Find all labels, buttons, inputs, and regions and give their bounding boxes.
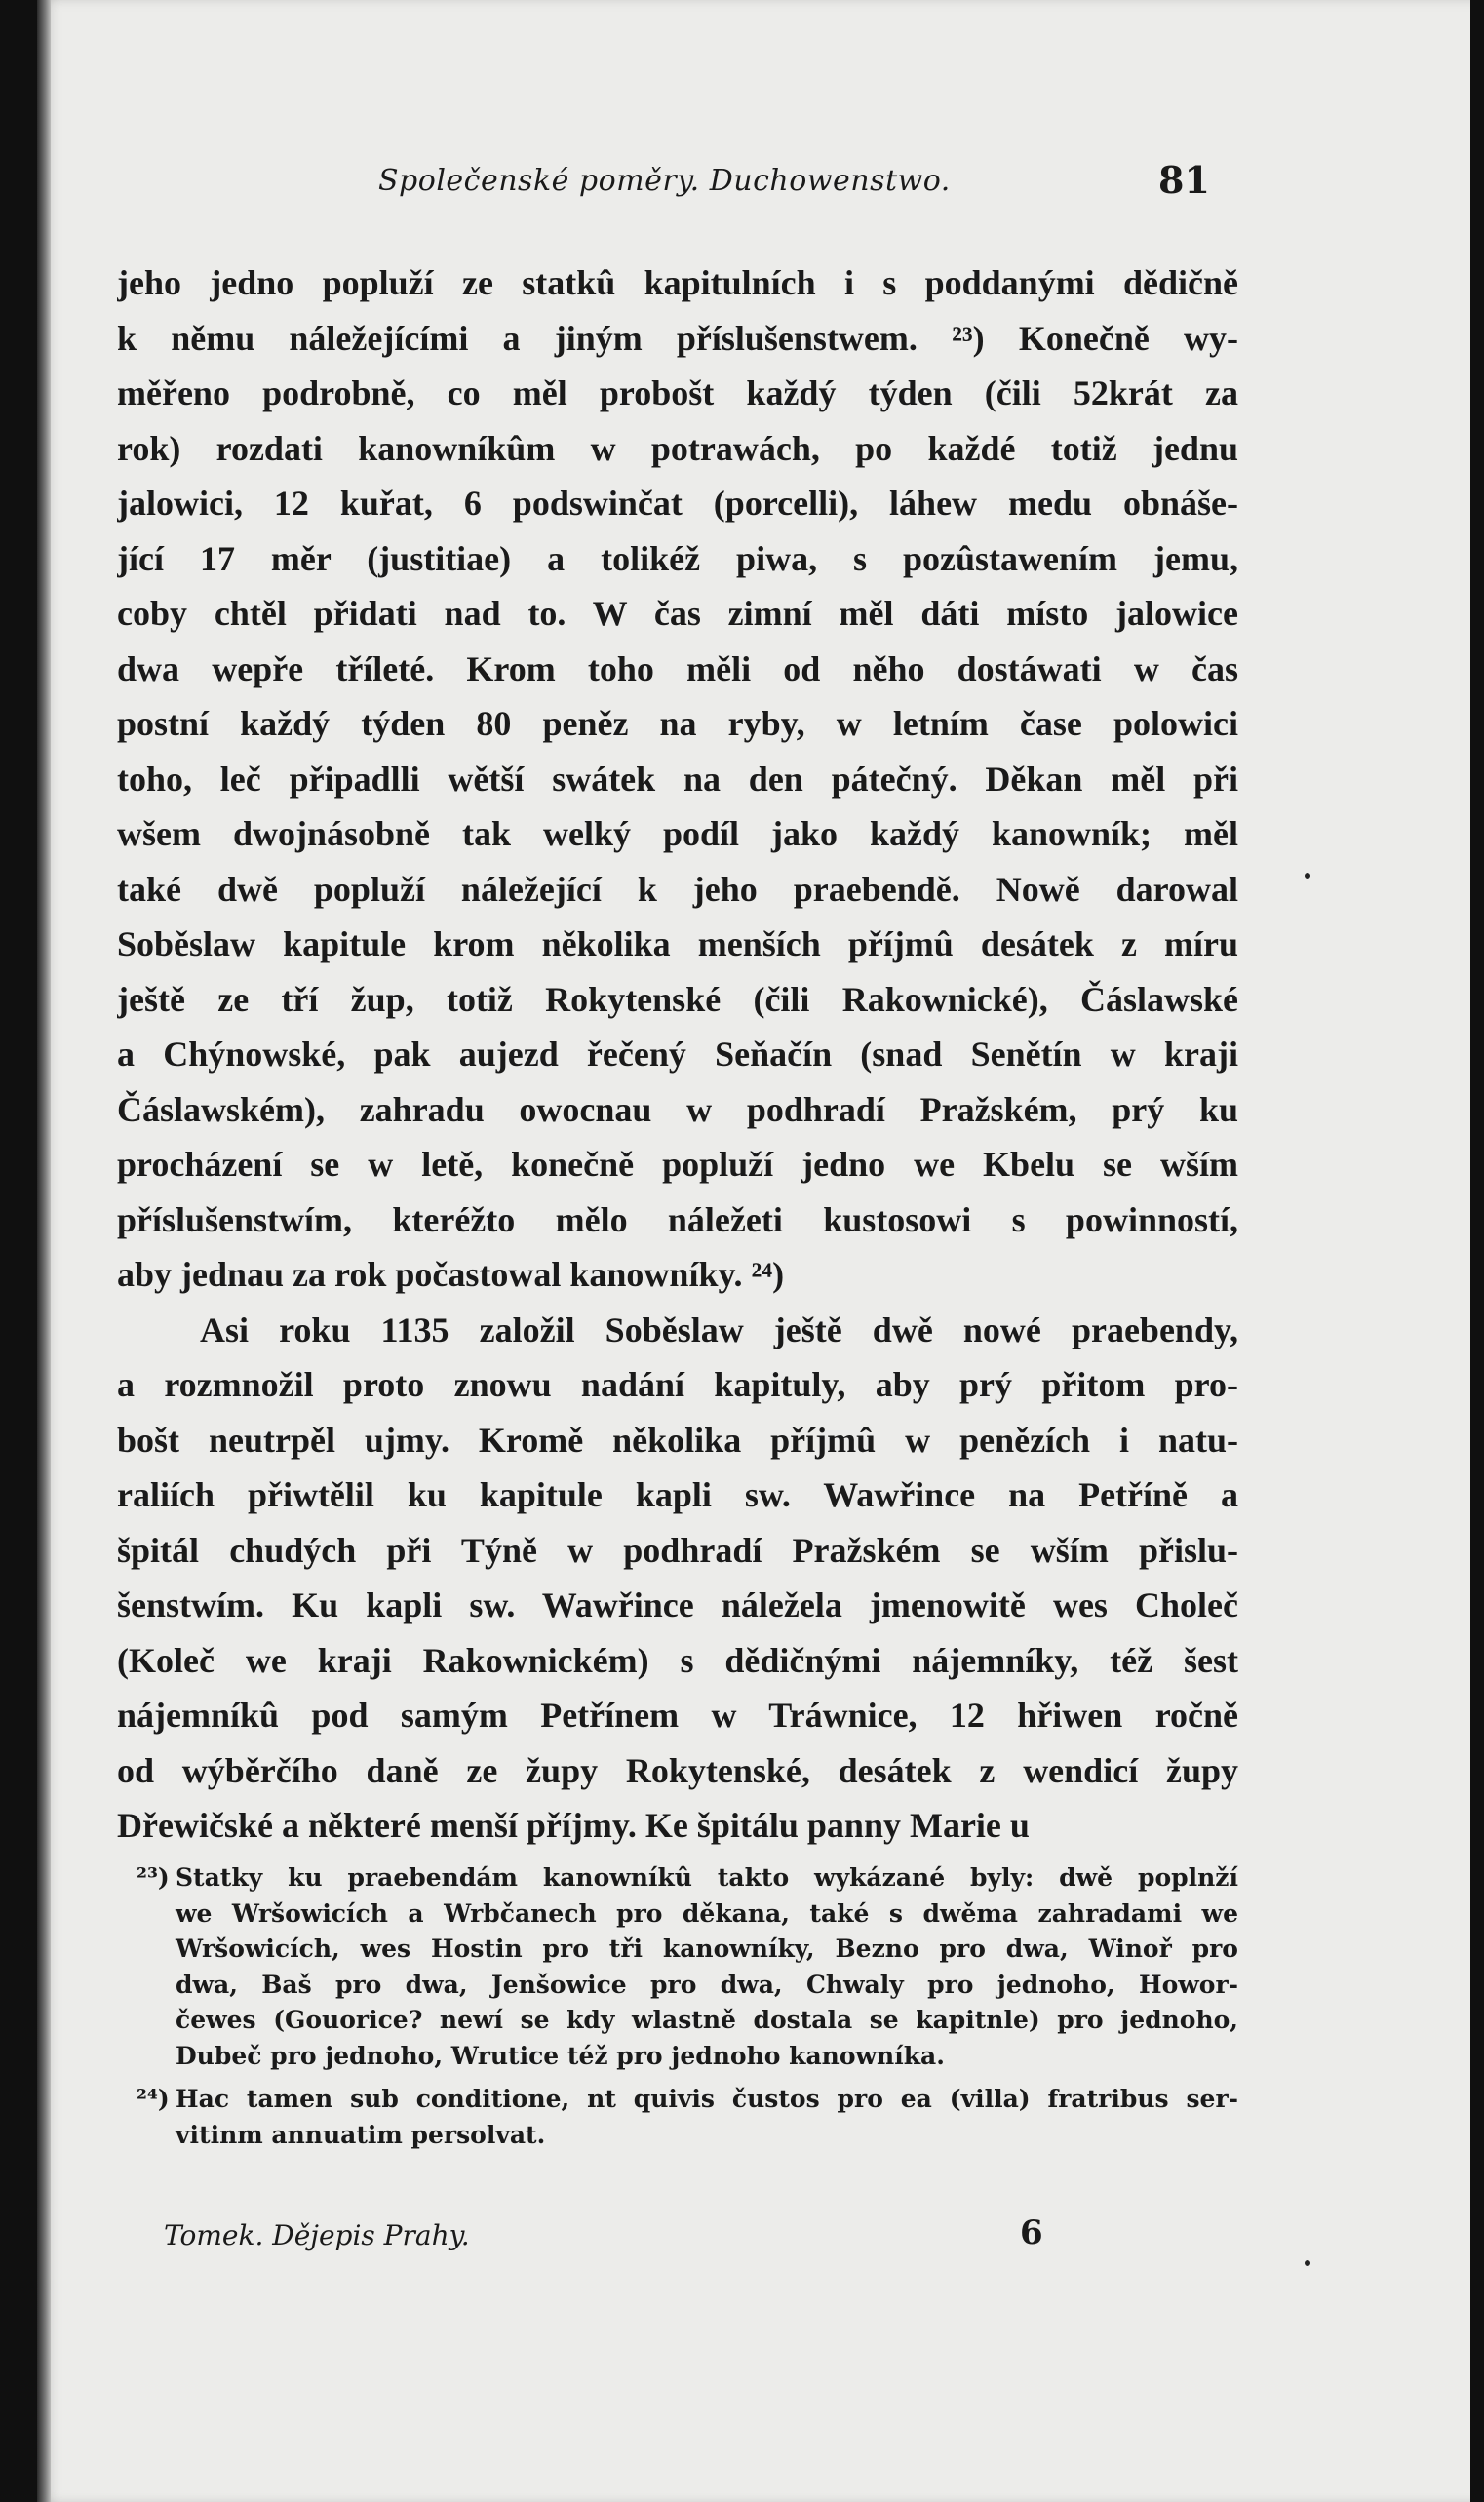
text-line: k němu náležejícími a jiným příslušenstwem. ²³) Konečně wy- xyxy=(117,318,1238,358)
page-number: 81 xyxy=(1158,158,1210,202)
text-line: šenstwím. Ku kapli sw. Wawřince náležela jmenowitě wes Choleč xyxy=(117,1585,1238,1624)
text-line: špitál chudých při Týně w podhradí Pražském se wším přislu- xyxy=(117,1530,1238,1570)
footnote-label: ²³) xyxy=(137,1863,170,1892)
text-line: bošt neutrpěl ujmy. Kromě několika příjmû w penězích i natu- xyxy=(117,1420,1238,1460)
text-line: jeho jedno popluží ze statkû kapitulních i s poddanými dědičně xyxy=(117,263,1238,302)
text-line: raliích přiwtělil ku kapitule kapli sw. Wawřince na Petříně a xyxy=(117,1475,1238,1514)
text-line: také dwě popluží náležející k jeho praebendě. Nowě darowal xyxy=(117,869,1238,909)
body-text xyxy=(117,255,1238,1854)
text-line: toho, leč připadlli wětší swátek na den pátečný. Děkan měl při xyxy=(117,759,1238,799)
text-line: od wýběrčího daně ze župy Rokytenské, desátek z wendicí župy xyxy=(117,1750,1238,1790)
footnote-line: Wršowicích, wes Hostin pro tři kanowníky, Bezno pro dwa, Winoř pro xyxy=(176,1935,1238,1963)
text-line: jící 17 měr (justitiae) a tolikéž piwa, s pozûstawením jemu, xyxy=(117,538,1238,578)
footnote xyxy=(117,1860,1238,2074)
text-line: nájemníkû pod samým Petřínem w Tráwnice, 12 hřiwen ročně xyxy=(117,1696,1238,1735)
footnote-line: Statky ku praebendám kanowníkû takto wykázané byly: dwě poplnží xyxy=(176,1863,1238,1892)
footnotes xyxy=(117,1860,1238,2153)
text-line: wšem dwojnásobně tak welký podíl jako každý kanowník; měl xyxy=(117,814,1238,853)
text-line: rok) rozdati kanowníkûm w potrawách, po každé totiž jednu xyxy=(117,428,1238,468)
text-line: a rozmnožil proto znowu nadání kapituly, aby prý přitom pro- xyxy=(117,1365,1238,1404)
running-title: Společenské poměry. Duchowenstwo. xyxy=(378,164,951,198)
text-line: ještě ze tří žup, totiž Rokytenské (čili Rakownické), Čáslawské xyxy=(117,979,1238,1019)
text-line: postní každý týden 80 peněz na ryby, w letním čase polowici xyxy=(117,704,1238,743)
page-gutter xyxy=(37,0,51,2502)
text-line: jalowici, 12 kuřat, 6 podswinčat (porcelli), láhew medu obnáše- xyxy=(117,484,1238,523)
footnote-line: we Wršowicích a Wrbčanech pro děkana, také s dwěma zahradami we xyxy=(176,1898,1238,1928)
text-line: a Chýnowské, pak aujezd řečený Seňačín (snad Senětín w kraji xyxy=(117,1035,1238,1074)
text-line: coby chtěl přidati nad to. W čas zimní měl dáti místo jalowice xyxy=(117,594,1238,633)
footnote-line: dwa, Baš pro dwa, Jenšowice pro dwa, Chwaly pro jednoho, Howor- xyxy=(176,1970,1238,1999)
text-line: (Koleč we kraji Rakownickém) s dědičnými nájemníky, též šest xyxy=(117,1640,1238,1680)
footnote-line: Hac tamen sub conditione, nt quivis čustos pro ea (villa) fratribus ser- xyxy=(176,2085,1238,2113)
text-line: Asi roku 1135 založil Soběslaw ještě dwě nowé praebendy, xyxy=(200,1310,1238,1349)
ink-speck xyxy=(1305,873,1310,879)
text-line: dwa wepře tříleté. Krom toho měli od něho dostáwati w čas xyxy=(117,648,1238,688)
book-page xyxy=(37,0,1470,2502)
footnote xyxy=(117,2082,1238,2153)
ink-speck xyxy=(1305,2260,1310,2266)
text-line: příslušenstwím, kteréžto mělo náležeti kustosowi s powinností, xyxy=(117,1199,1238,1239)
signature-number: 6 xyxy=(1020,2213,1043,2252)
text-line: procházení se w letě, konečně popluží jedno we Kbelu se wším xyxy=(117,1145,1238,1184)
text-line: aby jednau za rok počastowal kanowníky. ²⁴) xyxy=(117,1255,785,1294)
text-line: Dřewičské a některé menší příjmy. Ke špitálu panny Marie u xyxy=(117,1806,1030,1845)
text-line: měřeno podrobně, co měl probošt každý týden (čili 52krát za xyxy=(117,373,1238,412)
text-line: Soběslaw kapitule krom několika menších příjmû desátek z míru xyxy=(117,924,1238,963)
footnote-line: Dubeč pro jednoho, Wrutice též pro jednoho kanowníka. xyxy=(176,2041,945,2070)
page-header xyxy=(37,158,1470,205)
footnote-line: čewes (Gouorice? newí se kdy wlastně dostala se kapitnle) pro jednoho, xyxy=(176,2006,1238,2034)
footnote-line: vitinm annuatim persolvat. xyxy=(176,2120,546,2149)
signature-mark: Tomek. Dějepis Prahy. xyxy=(164,2219,470,2251)
text-line: Čáslawském), zahradu owocnau w podhradí Pražském, prý ku xyxy=(117,1089,1238,1129)
footnote-label: ²⁴) xyxy=(137,2085,170,2113)
